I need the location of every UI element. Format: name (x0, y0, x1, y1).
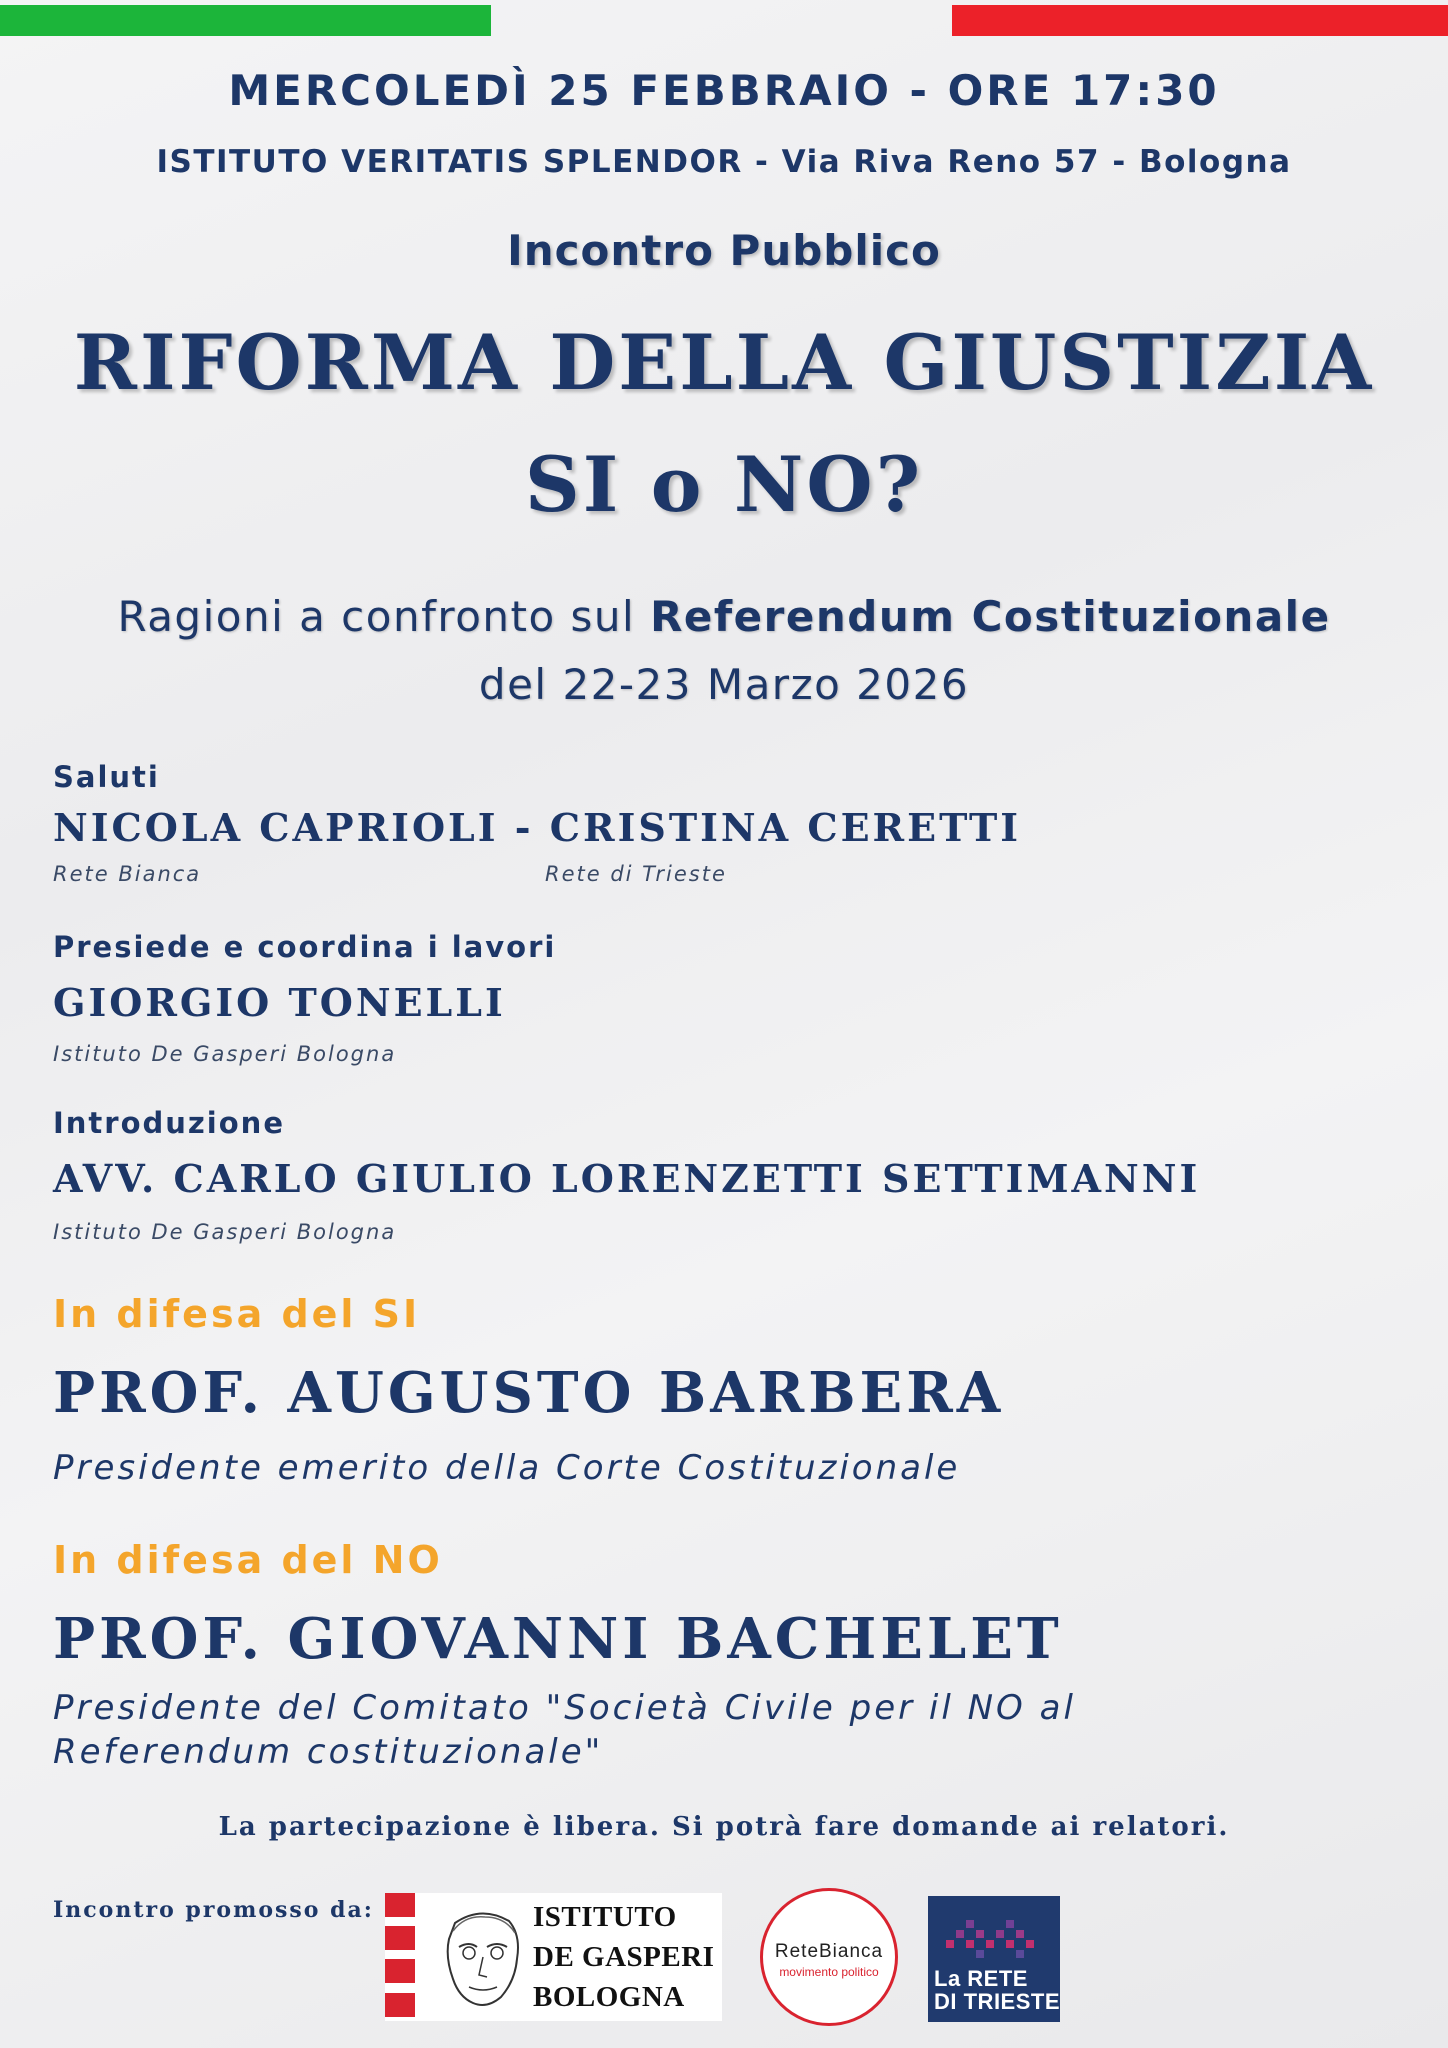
rete-trieste-name (934, 1967, 1060, 2013)
subtitle-line-1 (0, 592, 1448, 641)
page-title: RIFORMA DELLA GIUSTIZIA (73, 318, 1375, 407)
pixel-mark-icon (946, 1910, 1042, 1962)
no-side-label: In difesa del NO (53, 1538, 443, 1582)
participation-note: La partecipazione è libera. Si potrà fare domande ai relatori. (218, 1812, 1230, 1842)
portrait-icon (425, 1901, 537, 2013)
introduction-affiliation: Istituto De Gasperi Bologna (53, 1220, 397, 1244)
flag-green-stripe (0, 5, 491, 36)
de-gasperi-line-3: BOLOGNA (533, 1981, 685, 2013)
de-gasperi-line-2: DE GASPERI (533, 1941, 715, 1973)
rete-bianca-name: ReteBianca (774, 1941, 884, 1962)
greetings-speaker-1: NICOLA CAPRIOLI (53, 805, 499, 850)
subtitle-prefix: Ragioni a confronto sul (117, 592, 651, 641)
rete-bianca-logo (760, 1888, 898, 2026)
introduction-name: AVV. CARLO GIULIO LORENZETTI SETTIMANNI (53, 1156, 1201, 1201)
subtitle-bold: Referendum Costituzionale (650, 592, 1331, 641)
greetings-separator: - (514, 805, 534, 850)
flag-red-stripe (952, 5, 1448, 36)
promoted-by-label: Incontro promosso da: (53, 1897, 374, 1923)
yes-side-label: In difesa del SI (53, 1292, 421, 1336)
chair-affiliation: Istituto De Gasperi Bologna (53, 1042, 397, 1066)
logo-red-square (385, 1993, 415, 2017)
rete-trieste-logo (928, 1896, 1060, 2022)
chair-name: GIORGIO TONELLI (53, 980, 506, 1025)
greetings-speakers (53, 805, 1021, 850)
greetings-label: Saluti (53, 760, 160, 794)
event-venue: ISTITUTO VERITATIS SPLENDOR - Via Riva Reno 57 - Bologna (156, 144, 1292, 180)
de-gasperi-line-1: ISTITUTO (533, 1901, 677, 1933)
no-side-speaker: PROF. GIOVANNI BACHELET (53, 1606, 1063, 1672)
yes-side-role: Presidente emerito della Corte Costituzionale (53, 1448, 961, 1488)
greetings-affiliation-2: Rete di Trieste (545, 862, 727, 886)
chair-label: Presiede e coordina i lavori (53, 930, 557, 964)
page-question: SI o NO? (524, 440, 924, 529)
rete-bianca-tagline: movimento politico (779, 1965, 879, 1979)
no-side-role-line-2: Referendum costituzionale" (53, 1732, 604, 1772)
greetings-speaker-2: CRISTINA CERETTI (549, 805, 1022, 850)
no-side-role-line-1: Presidente del Comitato "Società Civile per il NO al (53, 1688, 1076, 1728)
logo-red-square (385, 1926, 415, 1950)
event-kicker: Incontro Pubblico (507, 226, 941, 275)
subtitle-line-2: del 22-23 Marzo 2026 (478, 660, 970, 709)
logo-red-square (385, 1893, 415, 1917)
yes-side-speaker: PROF. AUGUSTO BARBERA (53, 1360, 1005, 1426)
event-date-time: MERCOLEDÌ 25 FEBBRAIO - ORE 17:30 (228, 66, 1220, 115)
greetings-affiliation-1: Rete Bianca (53, 862, 202, 886)
introduction-label: Introduzione (53, 1106, 285, 1140)
rete-trieste-line-1: La RETE (934, 1966, 1028, 1991)
de-gasperi-logo (385, 1893, 722, 2021)
rete-trieste-line-2: DI TRIESTE (934, 1989, 1061, 2014)
logo-red-square (385, 1959, 415, 1983)
